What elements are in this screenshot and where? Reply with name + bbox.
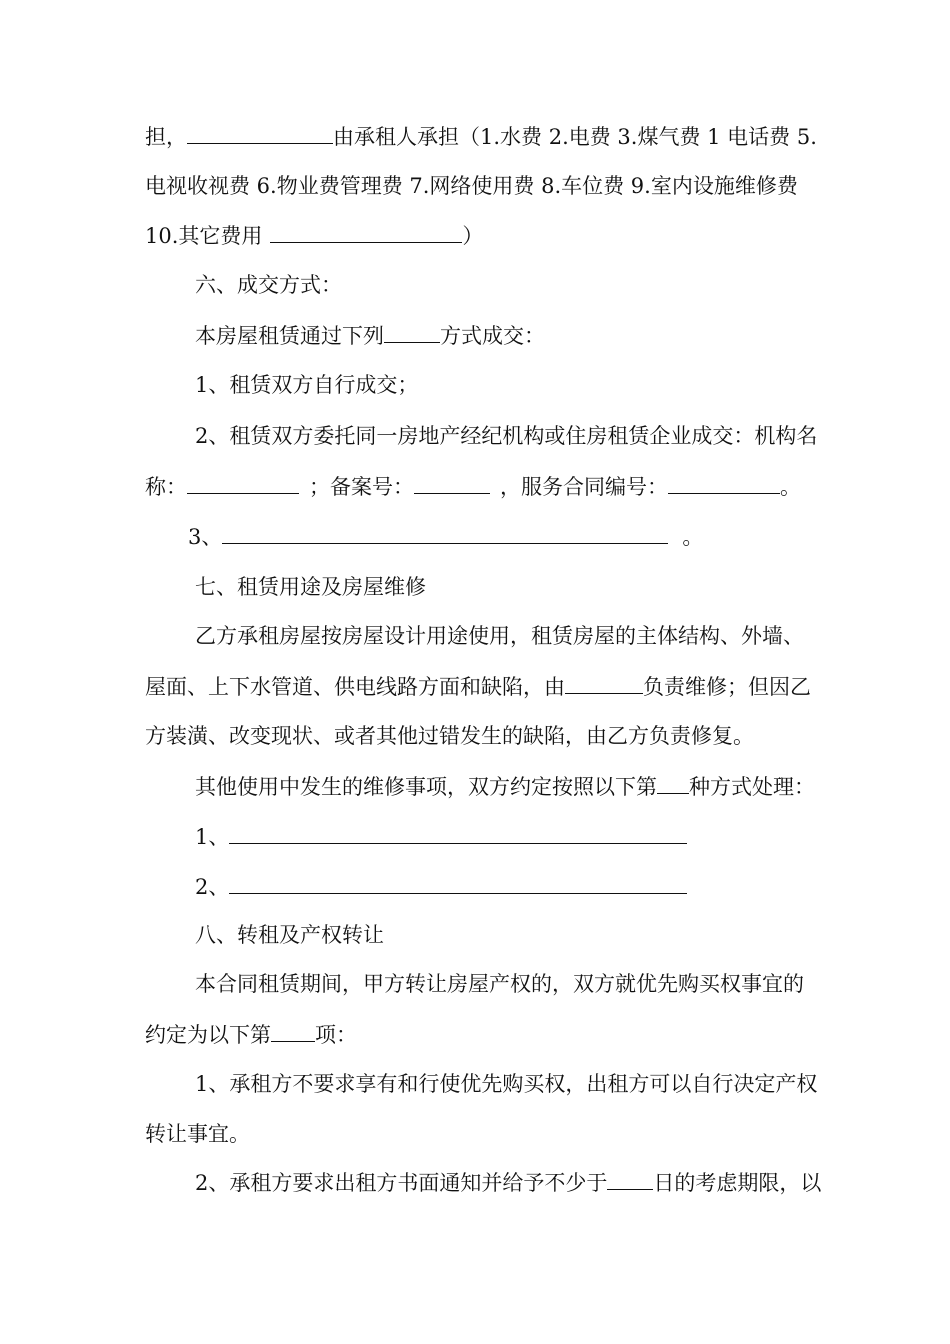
text: 称： (145, 475, 187, 499)
blank-other-fees[interactable] (270, 220, 462, 243)
section-6-option-2-cont (145, 471, 850, 502)
section-7-para-3 (145, 721, 850, 751)
text: 电视收视费 6.物业费管理费 7.网络使用费 8.车位费 9.室内设施维修费 (145, 174, 798, 198)
blank-repair-party[interactable] (565, 671, 643, 694)
text: 项： (315, 1023, 357, 1047)
section-7-para-1 (195, 621, 850, 651)
blank-repair-option-1[interactable] (229, 821, 687, 844)
text: 负责维修；但因乙 (643, 675, 811, 699)
text: 乙方承租房屋按房屋设计用途使用，租赁房屋的主体结构、外墙、 (195, 624, 804, 648)
text: 1、 (195, 825, 230, 849)
text: 1、承租方不要求享有和行使优先购买权，出租方可以自行决定产权 (195, 1072, 818, 1096)
blank-consideration-days[interactable] (607, 1167, 653, 1190)
text: 本合同租赁期间，甲方转让房屋产权的，双方就优先购买权事宜的 (195, 972, 804, 996)
para-fees-line-1 (145, 121, 850, 152)
text: 由承租人承担（1.水费 2.电费 3.煤气费 1 电话费 5. (333, 125, 817, 149)
section-7-option-2 (195, 871, 850, 902)
section-8-title (195, 920, 850, 950)
section-6-option-2 (195, 421, 850, 451)
text: 。 (780, 475, 801, 499)
text: ；备案号： (309, 475, 414, 499)
blank-clause-number[interactable] (271, 1019, 315, 1042)
blank-fees-1[interactable] (187, 121, 333, 144)
text: 方式成交： (440, 324, 545, 348)
section-7-para-4 (195, 771, 850, 802)
section-8-option-1 (195, 1069, 850, 1099)
para-fees-line-2 (145, 171, 850, 201)
text: 转让事宜。 (145, 1122, 250, 1146)
text: ，服务合同编号： (500, 475, 668, 499)
section-8-para-1 (195, 969, 850, 999)
blank-option-3[interactable] (222, 521, 668, 544)
heading: 七、租赁用途及房屋维修 (195, 575, 426, 599)
section-6-option-3 (188, 521, 850, 552)
text: 。 (682, 525, 704, 549)
blank-repair-method[interactable] (657, 771, 689, 794)
text: 其他使用中发生的维修事项，双方约定按照以下第 (195, 775, 657, 799)
heading: 六、成交方式： (195, 273, 342, 297)
text: 种方式处理： (689, 775, 815, 799)
text: 屋面、上下水管道、供电线路方面和缺陷，由 (145, 675, 565, 699)
text: 10.其它费用 (145, 224, 263, 248)
blank-repair-option-2[interactable] (229, 871, 687, 894)
text: 3、 (188, 525, 223, 549)
text: 日的考虑期限，以 (653, 1171, 822, 1195)
heading: 八、转租及产权转让 (195, 923, 384, 947)
section-8-para-2 (145, 1019, 850, 1050)
section-8-option-1-cont (145, 1119, 850, 1149)
section-6-title (195, 270, 850, 300)
blank-method[interactable] (384, 320, 440, 343)
section-7-title (195, 572, 850, 602)
section-7-option-1 (195, 821, 850, 852)
para-fees-line-3 (145, 220, 850, 251)
blank-agency-name[interactable] (187, 471, 299, 494)
blank-record-number[interactable] (414, 471, 490, 494)
text: 1、租赁双方自行成交； (195, 373, 419, 397)
blank-service-contract-number[interactable] (668, 471, 780, 494)
text: 方装潢、改变现状、或者其他过错发生的缺陷，由乙方负责修复。 (145, 724, 754, 748)
section-6-option-1 (195, 370, 850, 400)
text: 2、承租方要求出租方书面通知并给予不少于 (195, 1171, 608, 1195)
text: ） (462, 224, 484, 248)
text: 担， (145, 125, 187, 149)
text: 2、租赁双方委托同一房地产经纪机构或住房租赁企业成交：机构名 (195, 424, 818, 448)
text: 2、 (195, 875, 230, 899)
text: 本房屋租赁通过下列 (195, 324, 384, 348)
section-8-option-2 (195, 1167, 850, 1198)
section-7-para-2 (145, 671, 850, 702)
text: 约定为以下第 (145, 1023, 271, 1047)
section-6-para-1 (195, 320, 850, 351)
